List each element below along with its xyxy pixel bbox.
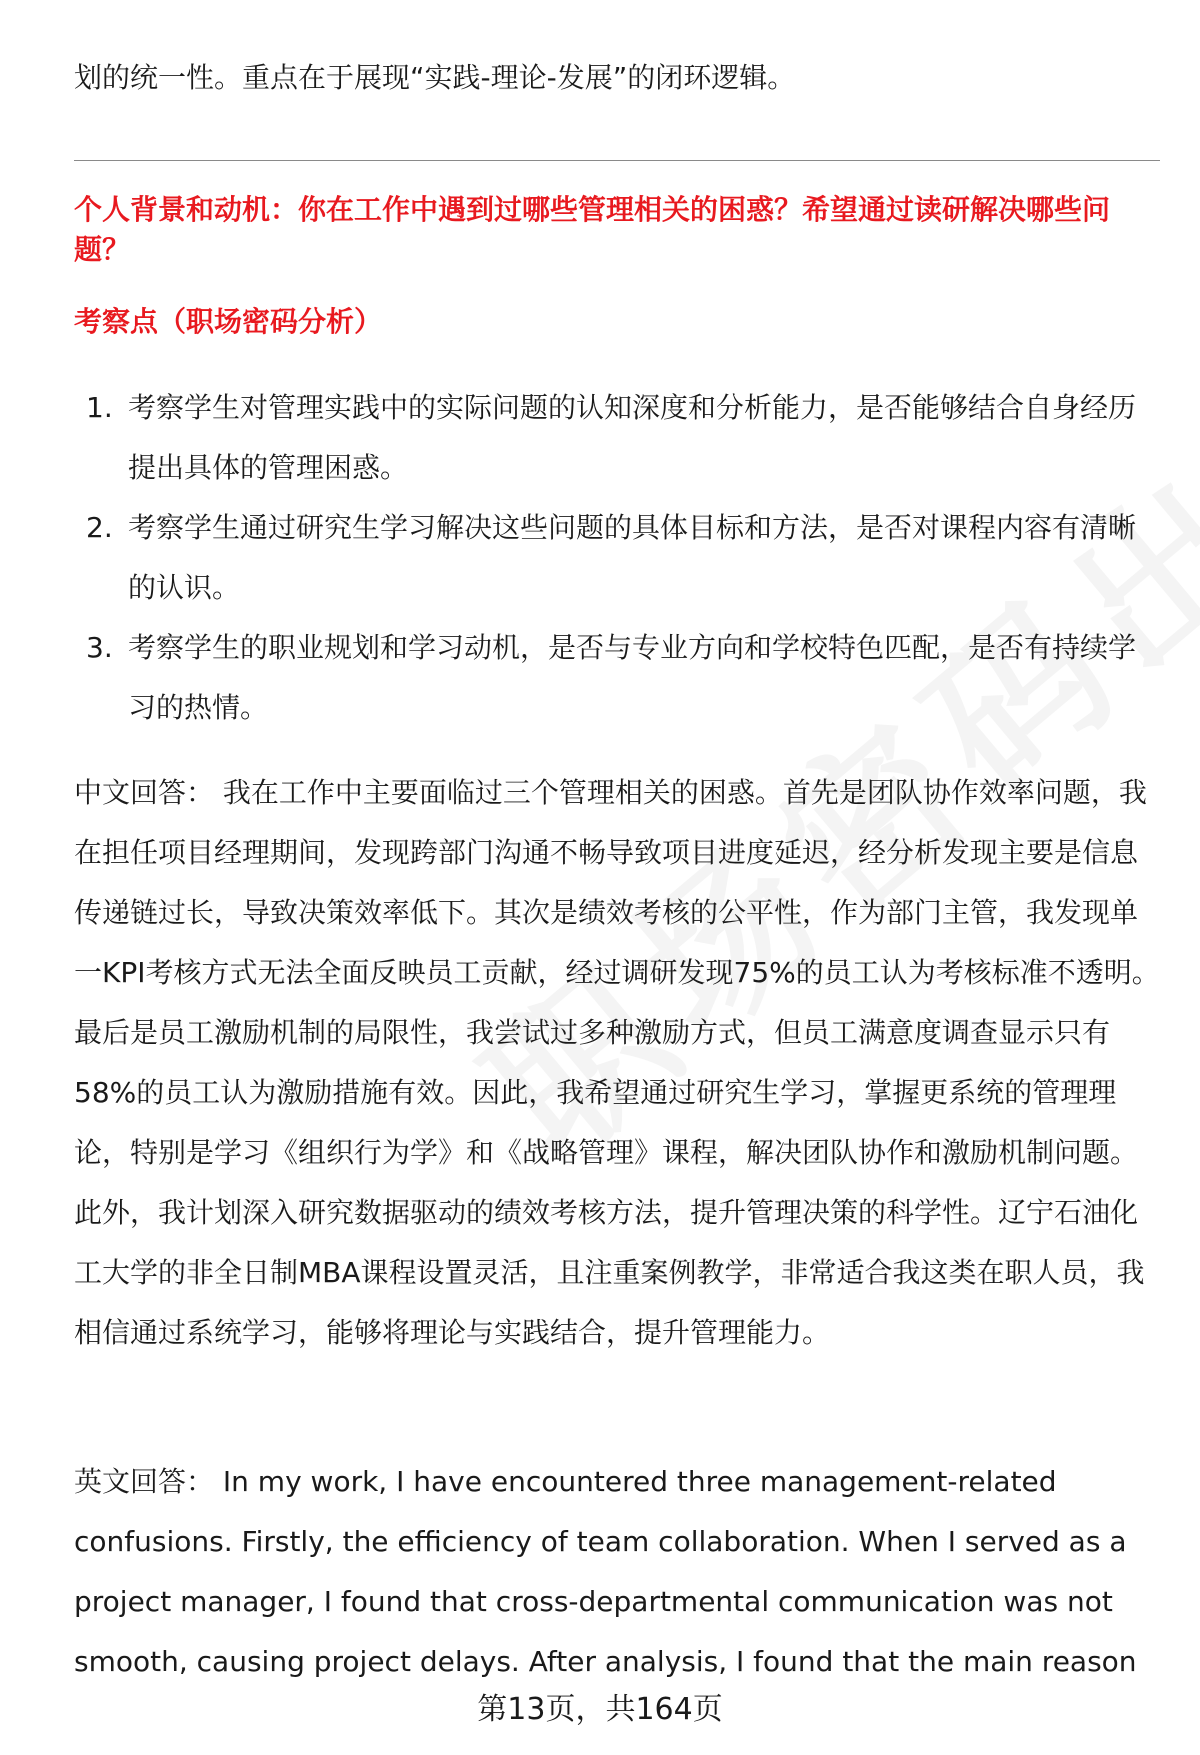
list-number: 1. (86, 391, 113, 424)
list-text: 考察学生的职业规划和学习动机，是否与专业方向和学校特色匹配，是否有持续学习的热情。 (128, 631, 1137, 724)
list-item (74, 378, 1160, 498)
list-number: 3. (86, 631, 113, 664)
english-answer: 英文回答： In my work, I have encountered three management-related confusions. Firstly, the efficiency of team collaboration. When I served as a project manager, I found that cross-departmental communication was not smooth, causing project delays. After analysis, I found that the main reason (74, 1465, 1137, 1678)
question-heading: 个人背景和动机：你在工作中遇到过哪些管理相关的困惑？希望通过读研解决哪些问题？ (74, 193, 1111, 266)
list-item (74, 498, 1160, 618)
points-heading: 考察点（职场密码分析） (74, 305, 383, 338)
divider (74, 160, 1160, 161)
list-number: 2. (86, 511, 113, 544)
points-list (74, 378, 1160, 738)
document-page (74, 0, 1160, 1755)
list-text: 考察学生通过研究生学习解决这些问题的具体目标和方法，是否对课程内容有清晰的认识。 (128, 511, 1137, 604)
intro-text: 划的统一性。重点在于展现“实践-理论-发展”的闭环逻辑。 (74, 61, 796, 94)
page-footer: 第13页，共164页 (477, 1692, 723, 1727)
chinese-answer: 中文回答： 我在工作中主要面临过三个管理相关的困惑。首先是团队协作效率问题，我在担任项目经理期间，发现跨部门沟通不畅导致项目进度延迟，经分析发现主要是信息传递链过长，导致决策效率低下。其次是绩效考核的公平性，作为部门主管，我发现单一KPI考核方式无法全面反映员工贡献，经过调研发现75%的员工认为考核标准不透明。最后是员工激励机制的局限性，我尝试过多种激励方式，但员工满意度调查显示只有58%的员工认为激励措施有效。因此，我希望通过研究生学习，掌握更系统的管理理论，特别是学习《组织行为学》和《战略管理》课程，解决团队协作和激励机制问题。此外，我计划深入研究数据驱动的绩效考核方法，提升管理决策的科学性。辽宁石油化工大学的非全日制MBA课程设置灵活，且注重案例教学，非常适合我这类在职人员，我相信通过系统学习，能够将理论与实践结合，提升管理能力。 (74, 776, 1160, 1349)
list-item (74, 618, 1160, 738)
list-text: 考察学生对管理实践中的实际问题的认知深度和分析能力，是否能够结合自身经历提出具体的管理困惑。 (128, 391, 1137, 484)
